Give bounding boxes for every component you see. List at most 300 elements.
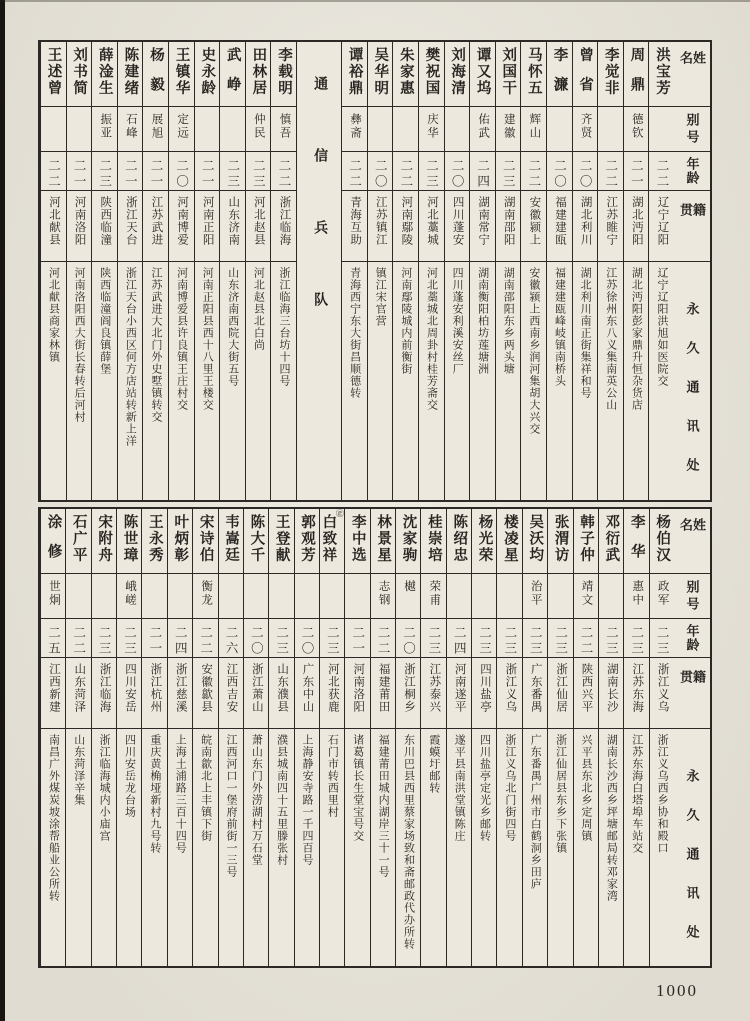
entry-address-text: 上海土浦路三百十四号	[174, 733, 187, 854]
entry-address-text: 湖南衡阳柏坊莲塘洲	[476, 267, 489, 375]
entry-age	[599, 619, 623, 658]
entry-name	[269, 509, 293, 574]
entry-column	[520, 42, 546, 500]
entry-native-text: 江苏武进	[150, 196, 163, 246]
entry-name-text: 邓衍武	[603, 513, 620, 563]
entry-address-text: 福建建瓯峰岐镇南桥头	[553, 267, 566, 387]
entry-name-text: 周鼎	[628, 47, 645, 106]
entry-name	[396, 509, 420, 574]
entry-column	[91, 42, 117, 500]
entry-age-text: 二二	[71, 625, 86, 657]
entry-address-text: 江苏武进大北门外史墅镇转交	[149, 267, 162, 423]
entry-address-text: 河南鄢陵城内前衡街	[399, 267, 412, 375]
entry-column	[168, 42, 194, 500]
unit-section-label: 通信兵队	[312, 76, 328, 364]
entry-address	[650, 729, 674, 967]
row-label-address-text: 永久通讯处	[684, 768, 700, 964]
entry-address-text: 四川安岳龙台场	[123, 733, 136, 818]
entry-native	[66, 658, 90, 729]
entry-age	[320, 619, 344, 658]
entry-age	[41, 152, 66, 191]
entry-column	[370, 509, 395, 967]
entry-name	[193, 509, 217, 574]
entry-age-text: 二三	[274, 625, 289, 657]
entry-age	[269, 619, 293, 658]
entry-name-text: 杨伯汉	[654, 513, 671, 563]
entry-age	[598, 152, 623, 191]
entry-address	[269, 729, 293, 967]
entry-name-text: 李觉非	[602, 47, 619, 97]
entry-native-text: 河北赵县	[252, 196, 265, 246]
entry-address-text: 兴平县东北乡定周镇	[579, 733, 592, 842]
entry-column	[418, 42, 444, 500]
entry-native-text: 河南遂平	[453, 662, 466, 713]
entry-native-text: 山东济南	[227, 196, 240, 246]
entry-name	[472, 509, 496, 574]
row-label-age	[674, 619, 710, 658]
entry-age-text: 二〇	[450, 159, 465, 190]
entry-age	[219, 619, 243, 658]
entry-age	[496, 152, 521, 191]
entry-alias	[624, 574, 648, 619]
row-label-address	[674, 262, 710, 500]
entry-alias	[396, 574, 420, 619]
entry-column	[192, 509, 217, 967]
entry-name	[142, 509, 166, 574]
entry-native-text: 浙江仙居	[555, 662, 568, 713]
entry-column	[294, 509, 319, 967]
entry-age-text: 二二	[277, 159, 292, 190]
entry-name	[66, 509, 90, 574]
row-label-age-text: 年龄	[684, 157, 700, 185]
entry-age-text: 二三	[424, 159, 439, 190]
entry-native	[521, 191, 546, 262]
entry-native-text: 山东濮县	[276, 662, 289, 713]
entry-name-text: 谭又坞	[474, 47, 491, 97]
entry-native	[92, 191, 117, 262]
entry-alias	[472, 574, 496, 619]
entry-native	[496, 191, 521, 262]
entry-name	[92, 42, 117, 107]
entry-name-text: 王镇华	[173, 47, 190, 97]
entry-column	[245, 42, 271, 500]
entry-address	[419, 262, 444, 500]
entry-address	[92, 262, 117, 500]
entry-column	[495, 42, 521, 500]
row-label-alias	[674, 107, 710, 152]
entry-address-text: 浙江天台小西区何方店站转新上洋	[124, 267, 137, 447]
entry-name-text: 马怀五	[525, 47, 542, 97]
entry-name-text: 桂崇培	[425, 513, 442, 563]
entry-alias-text: 樾	[402, 579, 415, 593]
entry-age	[368, 152, 393, 191]
entry-age-text: 二二	[376, 625, 391, 657]
entry-native-text: 浙江临海	[278, 196, 291, 246]
entry-native-text: 湖南常宁	[477, 196, 490, 246]
entry-name	[497, 509, 521, 574]
entry-age	[419, 152, 444, 191]
entry-name	[271, 42, 296, 107]
entry-address	[117, 729, 141, 967]
entry-age-text: 二二	[603, 159, 618, 190]
entry-native	[470, 191, 495, 262]
entry-address	[470, 262, 495, 500]
entry-native	[523, 658, 547, 729]
entry-name	[345, 509, 369, 574]
entry-column	[142, 42, 168, 500]
entry-name-text: 陈建绪	[122, 47, 139, 97]
entry-address-text: 江西河口一堡府前街一三号	[224, 733, 237, 878]
entry-age-text: 二三	[604, 625, 619, 657]
entry-name-text: 叶炳彰	[172, 513, 189, 563]
row-label-age-text: 年龄	[684, 623, 700, 652]
entry-name	[547, 42, 572, 107]
entry-native	[445, 191, 470, 262]
entry-address-text: 浙江仙居县东乡下张镇	[554, 733, 567, 854]
entry-column	[623, 509, 648, 967]
entry-native-text: 浙江杭州	[149, 662, 162, 713]
entry-age-text: 二〇	[401, 625, 416, 657]
entry-native-text: 河南鄢陵	[400, 196, 413, 246]
entry-address-text: 河北藁城北周卦村桂芳斋交	[425, 267, 438, 411]
entry-alias	[269, 574, 293, 619]
entry-name-text: 李濂	[551, 47, 568, 106]
entry-column	[270, 42, 296, 500]
entry-native-text: 湖北沔阳	[630, 196, 643, 246]
directory-table-bottom	[38, 507, 712, 969]
entry-name	[650, 509, 674, 574]
entry-age	[142, 619, 166, 658]
entry-name	[523, 509, 547, 574]
entry-alias-text: 仲民	[252, 113, 265, 140]
entry-native	[497, 658, 521, 729]
entry-column	[469, 42, 495, 500]
entry-alias	[41, 574, 65, 619]
entry-native	[650, 658, 674, 729]
entry-name-text: 韩子仲	[577, 513, 594, 563]
entry-address	[41, 262, 66, 500]
entry-native	[195, 191, 220, 262]
entry-alias	[548, 574, 572, 619]
entry-alias	[193, 574, 217, 619]
entry-name-text: 涂修	[45, 513, 62, 573]
entry-address-text: 陕西临潼阎良镇薛堡	[98, 267, 111, 375]
entry-address-text: 湖北利川南正街集祥和号	[579, 267, 592, 399]
entry-native	[574, 658, 598, 729]
entry-native-text: 四川蓬安	[451, 196, 464, 246]
entry-age-text: 二三	[655, 625, 670, 657]
entry-alias	[470, 107, 495, 152]
row-label-name-text: 姓名	[678, 51, 706, 82]
entry-native	[548, 658, 572, 729]
entry-name	[168, 509, 192, 574]
entry-name	[574, 509, 598, 574]
entry-alias	[195, 107, 220, 152]
entry-age-text: 二三	[528, 625, 543, 657]
entry-name-text: 陈绍忠	[451, 513, 468, 563]
entry-native	[169, 191, 194, 262]
entry-address-text: 浙江临海城内小庙宫	[98, 733, 111, 842]
entry-address-text: 镇江宋官营	[374, 267, 387, 327]
entry-native	[219, 658, 243, 729]
entry-native	[419, 191, 444, 262]
entry-native-text: 湖南邵阳	[502, 196, 515, 246]
entry-alias	[342, 107, 367, 152]
scan-edge-top	[0, 0, 750, 2]
entry-native-text: 安徽颍上	[528, 196, 541, 246]
entry-name-text: 朱家惠	[397, 47, 414, 97]
entry-age	[271, 152, 296, 191]
entry-native	[143, 191, 168, 262]
entry-address	[421, 729, 445, 967]
entry-native	[41, 658, 65, 729]
entry-native	[447, 658, 471, 729]
entry-address	[368, 262, 393, 500]
entry-column	[117, 42, 143, 500]
entry-column	[40, 509, 65, 967]
entry-alias	[67, 107, 92, 152]
entry-address-text: 湖南邵阳东乡两头塘	[502, 267, 515, 375]
directory-table-top	[38, 40, 712, 502]
entry-name	[117, 509, 141, 574]
row-label-native-text: 籍贯	[678, 669, 706, 701]
entry-column	[598, 509, 623, 967]
entry-age	[472, 619, 496, 658]
row-label-name	[674, 42, 710, 107]
entry-column	[573, 509, 598, 967]
entry-column	[91, 509, 116, 967]
entry-column	[268, 509, 293, 967]
entry-age	[447, 619, 471, 658]
entry-age	[650, 619, 674, 658]
entry-name	[548, 509, 572, 574]
entry-column	[446, 509, 471, 967]
page-number: 1000	[656, 981, 698, 1000]
entry-column	[623, 42, 649, 500]
entry-alias	[66, 574, 90, 619]
entry-age	[548, 619, 572, 658]
entry-native	[342, 191, 367, 262]
entry-address	[118, 262, 143, 500]
entry-native-text: 浙江萧山	[250, 662, 263, 713]
entry-name	[421, 509, 445, 574]
entry-age-text: 二二	[198, 625, 213, 657]
entry-name-text: 沈家驹	[400, 513, 417, 563]
entry-address-text: 安徽颍上西南乡润河集胡大兴交	[527, 267, 540, 435]
entry-name	[295, 509, 319, 574]
entry-alias-text: 彝斋	[349, 113, 362, 140]
entry-age-text: 二三	[553, 625, 568, 657]
entry-age-text: 二四	[173, 625, 188, 657]
entry-age-text: 二三	[477, 625, 492, 657]
entry-alias	[624, 107, 649, 152]
row-label-address-text: 永久通讯处	[684, 302, 700, 497]
entry-native	[320, 658, 344, 729]
entry-alias	[320, 574, 344, 619]
row-label-column	[674, 42, 710, 500]
entry-name-text: 韦嵩廷	[222, 513, 239, 563]
entry-name	[92, 509, 116, 574]
entry-name	[496, 42, 521, 107]
entry-name	[41, 42, 66, 107]
entry-name-text: 吴华明	[372, 47, 389, 97]
entry-age-text: 二六	[223, 625, 238, 657]
entry-age-text: 二三	[629, 625, 644, 657]
entry-age	[246, 152, 271, 191]
entry-name	[599, 509, 623, 574]
entry-age-text: 二四	[475, 159, 490, 190]
entry-name	[195, 42, 220, 107]
entry-column	[392, 42, 418, 500]
entry-address	[573, 262, 598, 500]
entry-address	[92, 729, 116, 967]
entry-name-text: 宋诗伯	[197, 513, 214, 563]
entry-native-text: 江苏睢宁	[605, 196, 618, 246]
entry-alias	[118, 107, 143, 152]
entry-native	[393, 191, 418, 262]
entry-address	[447, 729, 471, 967]
row-label-address	[674, 729, 710, 967]
entry-native-text: 四川盐亭	[479, 662, 492, 713]
row-label-native-text: 籍贯	[678, 203, 706, 234]
entry-address-text: 遂平县南洪堂镇陈庄	[453, 733, 466, 842]
entry-age	[547, 152, 572, 191]
entry-address	[599, 729, 623, 967]
entry-native	[244, 658, 268, 729]
entry-age-text: 二〇	[174, 159, 189, 190]
entry-alias	[142, 574, 166, 619]
entry-address	[195, 262, 220, 500]
unit-section-column	[296, 42, 341, 500]
entry-alias	[92, 107, 117, 152]
entry-name	[143, 42, 168, 107]
entry-age	[624, 619, 648, 658]
entry-name-text: 田林居	[250, 47, 267, 97]
entry-name	[220, 42, 245, 107]
entry-name-text: 李载明	[276, 47, 293, 97]
entry-column	[522, 509, 547, 967]
entry-alias	[650, 574, 674, 619]
entry-name	[393, 42, 418, 107]
row-label-native	[674, 191, 710, 262]
entry-address-text: 诸葛镇长生堂宝号交	[351, 733, 364, 842]
entry-alias-text: 建徽	[502, 113, 515, 140]
entry-age	[421, 619, 445, 658]
entry-address	[548, 729, 572, 967]
entry-age	[143, 152, 168, 191]
entry-name-text: 杨光荣	[476, 513, 493, 563]
entry-native-text: 河南正阳	[201, 196, 214, 246]
entry-column	[141, 509, 166, 967]
entry-alias-text: 荣甫	[428, 579, 441, 607]
entry-alias-text: 政军	[656, 579, 669, 607]
entry-address-text: 重庆黄桷垭新村九号转	[148, 733, 161, 854]
entry-age-text: 二三	[426, 625, 441, 657]
entry-native-text: 浙江天台	[124, 196, 137, 246]
entry-native	[345, 658, 369, 729]
entry-native-text: 浙江慈溪	[174, 662, 187, 713]
entry-name	[419, 42, 444, 107]
entry-native	[599, 658, 623, 729]
entry-native	[396, 658, 420, 729]
entry-name-text: 武峥	[224, 47, 241, 106]
entry-column	[547, 509, 572, 967]
entry-name	[573, 42, 598, 107]
entry-column	[167, 509, 192, 967]
entry-native	[573, 191, 598, 262]
entry-column	[65, 509, 90, 967]
entry-age	[195, 152, 220, 191]
entry-native-text: 河北获鹿	[326, 662, 339, 713]
entry-name-text: 谭裕鼎	[346, 47, 363, 97]
entry-alias	[547, 107, 572, 152]
entry-address-text: 河北献县商家林镇	[47, 267, 60, 363]
entry-address	[246, 262, 271, 500]
entry-name-text: 陈世璋	[121, 513, 138, 563]
entry-native	[168, 658, 192, 729]
entry-address-text: 广东番禺广州市白鹤洞乡田庐	[529, 733, 542, 890]
entry-age	[41, 619, 65, 658]
entry-name	[445, 42, 470, 107]
entry-name	[219, 509, 243, 574]
entry-alias-text: 定远	[176, 113, 189, 140]
row-label-column	[674, 509, 710, 967]
row-label-name-text: 姓名	[678, 517, 706, 549]
entry-address	[445, 262, 470, 500]
entry-native	[421, 658, 445, 729]
entry-age	[118, 152, 143, 191]
entry-address	[67, 262, 92, 500]
entry-column	[243, 509, 268, 967]
unit-section-cell	[297, 42, 341, 500]
entry-name-text: 刘国干	[500, 47, 517, 97]
entry-age-text: 二一	[148, 159, 163, 190]
entry-address-text: 湖北沔阳彭家鼎升恒杂货店	[630, 267, 643, 411]
entry-age	[649, 152, 674, 191]
entry-address-text: 浙江义乌北门街四号	[503, 733, 516, 842]
entry-native-text: 浙江义乌	[504, 662, 517, 713]
entry-native	[624, 658, 648, 729]
entry-address	[244, 729, 268, 967]
entry-address-text: 萧山东门外涝湖村万石堂	[250, 733, 263, 866]
entry-address	[496, 262, 521, 500]
entry-name	[371, 509, 395, 574]
entry-address-text: 山东济南西院大街五号	[226, 267, 239, 387]
entry-column	[496, 509, 521, 967]
entry-name-text: 吴沃均	[527, 513, 544, 563]
entry-native-text: 河北藁城	[425, 196, 438, 246]
entry-name-text: 宋附舟	[96, 513, 113, 563]
entry-alias	[599, 574, 623, 619]
entry-age	[393, 152, 418, 191]
entry-native-text: 浙江临海	[98, 662, 111, 713]
entry-age	[624, 152, 649, 191]
entry-alias-text: 世炯	[47, 579, 60, 607]
entry-alias-text: 靖文	[580, 579, 593, 607]
entry-address	[220, 262, 245, 500]
entry-native	[67, 191, 92, 262]
entry-alias-text: 峨嵯	[124, 579, 137, 607]
entry-address-text: 浙江义乌西乡协和殿口	[656, 733, 669, 854]
entry-native-text: 山东菏泽	[73, 662, 86, 713]
entry-name	[246, 42, 271, 107]
entry-native	[220, 191, 245, 262]
entry-native	[117, 658, 141, 729]
entry-age-text: 二二	[654, 159, 669, 190]
entry-alias-text: 治平	[529, 579, 542, 607]
entry-address-text: 濮县城南四十五里滕张村	[275, 733, 288, 866]
entry-address	[624, 729, 648, 967]
